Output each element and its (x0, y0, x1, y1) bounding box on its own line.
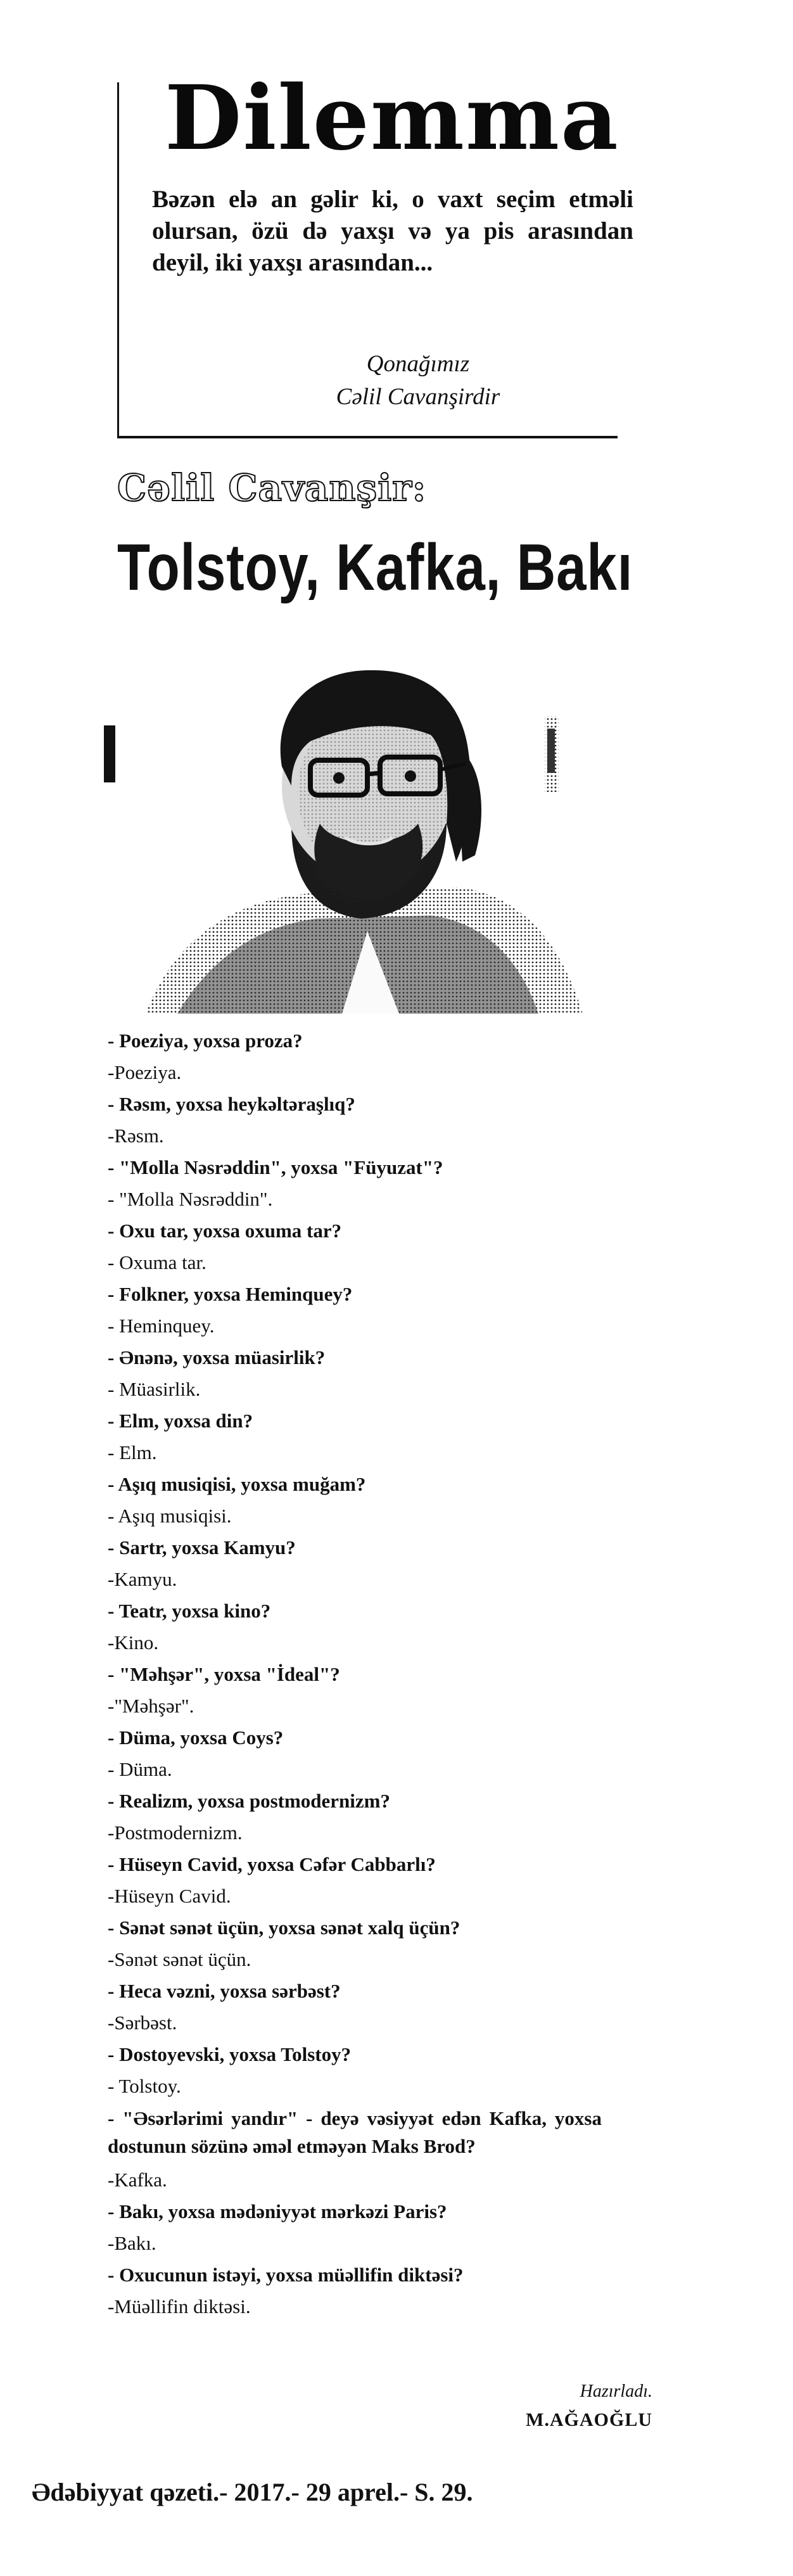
question: - "Məhşər", yoxsa "İdeal"? (108, 1663, 340, 1685)
qa-item (108, 1278, 602, 1342)
qa-item (108, 1849, 602, 1912)
qa-item (108, 1912, 602, 1975)
answer: -Rəsm. (108, 1125, 164, 1147)
answer: -Müəllifin diktəsi. (108, 2295, 251, 2318)
prepared-by-label: Hazırladı. (580, 2382, 652, 2401)
qa-list (108, 1025, 602, 2323)
intro-paragraph: Bəzən elə an gəlir ki, o vaxt seçim etməli olursan, özü də yaxşı və ya pis arasından deyil, iki yaxşı arasından... (152, 186, 633, 276)
article-title: Tolstoy, Kafka, Bakı (117, 531, 633, 604)
qa-item (108, 1469, 602, 1532)
portrait-photo (101, 634, 608, 1014)
answer: - "Molla Nəsrəddin". (108, 1188, 273, 1210)
answer: -Sənət sənət üçün. (108, 1948, 251, 1970)
question: - Sartr, yoxsa Kamyu? (108, 1536, 296, 1559)
question: - Dostoyevski, yoxsa Tolstoy? (108, 2043, 352, 2065)
question: - Realizm, yoxsa postmodernizm? (108, 1790, 390, 1812)
answer: - Heminquey. (108, 1315, 215, 1337)
header-bottom-rule (117, 436, 618, 438)
question: - Oxu tar, yoxsa oxuma tar? (108, 1220, 342, 1242)
answer: - Elm. (108, 1441, 157, 1463)
qa-item (108, 1722, 602, 1785)
question: - Sənət sənət üçün, yoxsa sənət xalq üçün? (108, 1916, 460, 1939)
qa-item (108, 1088, 602, 1152)
question: - "Əsərlərimi yandır" - deyə vəsiyyət edən Kafka, yoxsa dostunun sözünə əməl etməyən Maks Brod? (108, 2107, 602, 2157)
question: - Düma, yoxsa Coys? (108, 1726, 284, 1749)
answer: - Tolstoy. (108, 2075, 181, 2097)
answer: - Müasirlik. (108, 1378, 201, 1400)
question: - "Molla Nəsrəddin", yoxsa "Füyuzat"? (108, 1156, 443, 1178)
answer: -Sərbəst. (108, 2012, 177, 2034)
question: - Oxucunun istəyi, yoxsa müəllifin diktəsi? (108, 2264, 464, 2286)
question: - Ənənə, yoxsa müasirlik? (108, 1346, 326, 1368)
guest-label: Qonağımız (366, 351, 470, 377)
answer: -Postmodernizm. (108, 1821, 243, 1844)
qa-item (108, 1659, 602, 1722)
qa-item (108, 1595, 602, 1659)
answer: - Düma. (108, 1758, 172, 1780)
question: - Heca vəzni, yoxsa sərbəst? (108, 1980, 341, 2002)
question: - Hüseyn Cavid, yoxsa Cəfər Cabbarlı? (108, 1853, 436, 1875)
qa-item (108, 1785, 602, 1849)
answer: -Bakı. (108, 2232, 156, 2254)
question: - Poeziya, yoxsa proza? (108, 1030, 303, 1052)
question: - Bakı, yoxsa mədəniyyət mərkəzi Paris? (108, 2200, 447, 2222)
qa-item (108, 1152, 602, 1215)
answer: -Poeziya. (108, 1061, 182, 1083)
qa-item (108, 1342, 602, 1405)
question: - Folkner, yoxsa Heminquey? (108, 1283, 353, 1305)
section-title: Dilemma (165, 67, 619, 170)
author-name: M.AĞAOĞLU (526, 2409, 652, 2430)
subject-name: Cəlil Cavanşir: (117, 466, 427, 509)
question: - Aşıq musiqisi, yoxsa muğam? (108, 1473, 366, 1495)
qa-item (108, 1532, 602, 1595)
qa-item (108, 1405, 602, 1469)
qa-item (108, 1025, 602, 1088)
guest-name: Cəlil Cavanşirdir (336, 384, 500, 410)
answer: -Kamyu. (108, 1568, 177, 1590)
question: - Teatr, yoxsa kino? (108, 1600, 271, 1622)
answer: -"Məhşər". (108, 1695, 194, 1717)
qa-item (108, 1975, 602, 2039)
qa-item (108, 2105, 602, 2196)
answer: - Oxuma tar. (108, 1251, 206, 1273)
answer: -Kino. (108, 1631, 159, 1654)
question: - Rəsm, yoxsa heykəltəraşlıq? (108, 1093, 355, 1115)
source-citation: Ədəbiyyat qəzeti.- 2017.- 29 aprel.- S. 29. (32, 2478, 473, 2506)
qa-item (108, 1215, 602, 1278)
header-left-rule (117, 82, 119, 437)
qa-item (108, 2196, 602, 2259)
question: - Elm, yoxsa din? (108, 1410, 253, 1432)
answer: -Hüseyn Cavid. (108, 1885, 231, 1907)
qa-item (108, 2259, 602, 2323)
answer: - Aşıq musiqisi. (108, 1505, 232, 1527)
answer: -Kafka. (108, 2169, 167, 2191)
qa-item (108, 2039, 602, 2102)
